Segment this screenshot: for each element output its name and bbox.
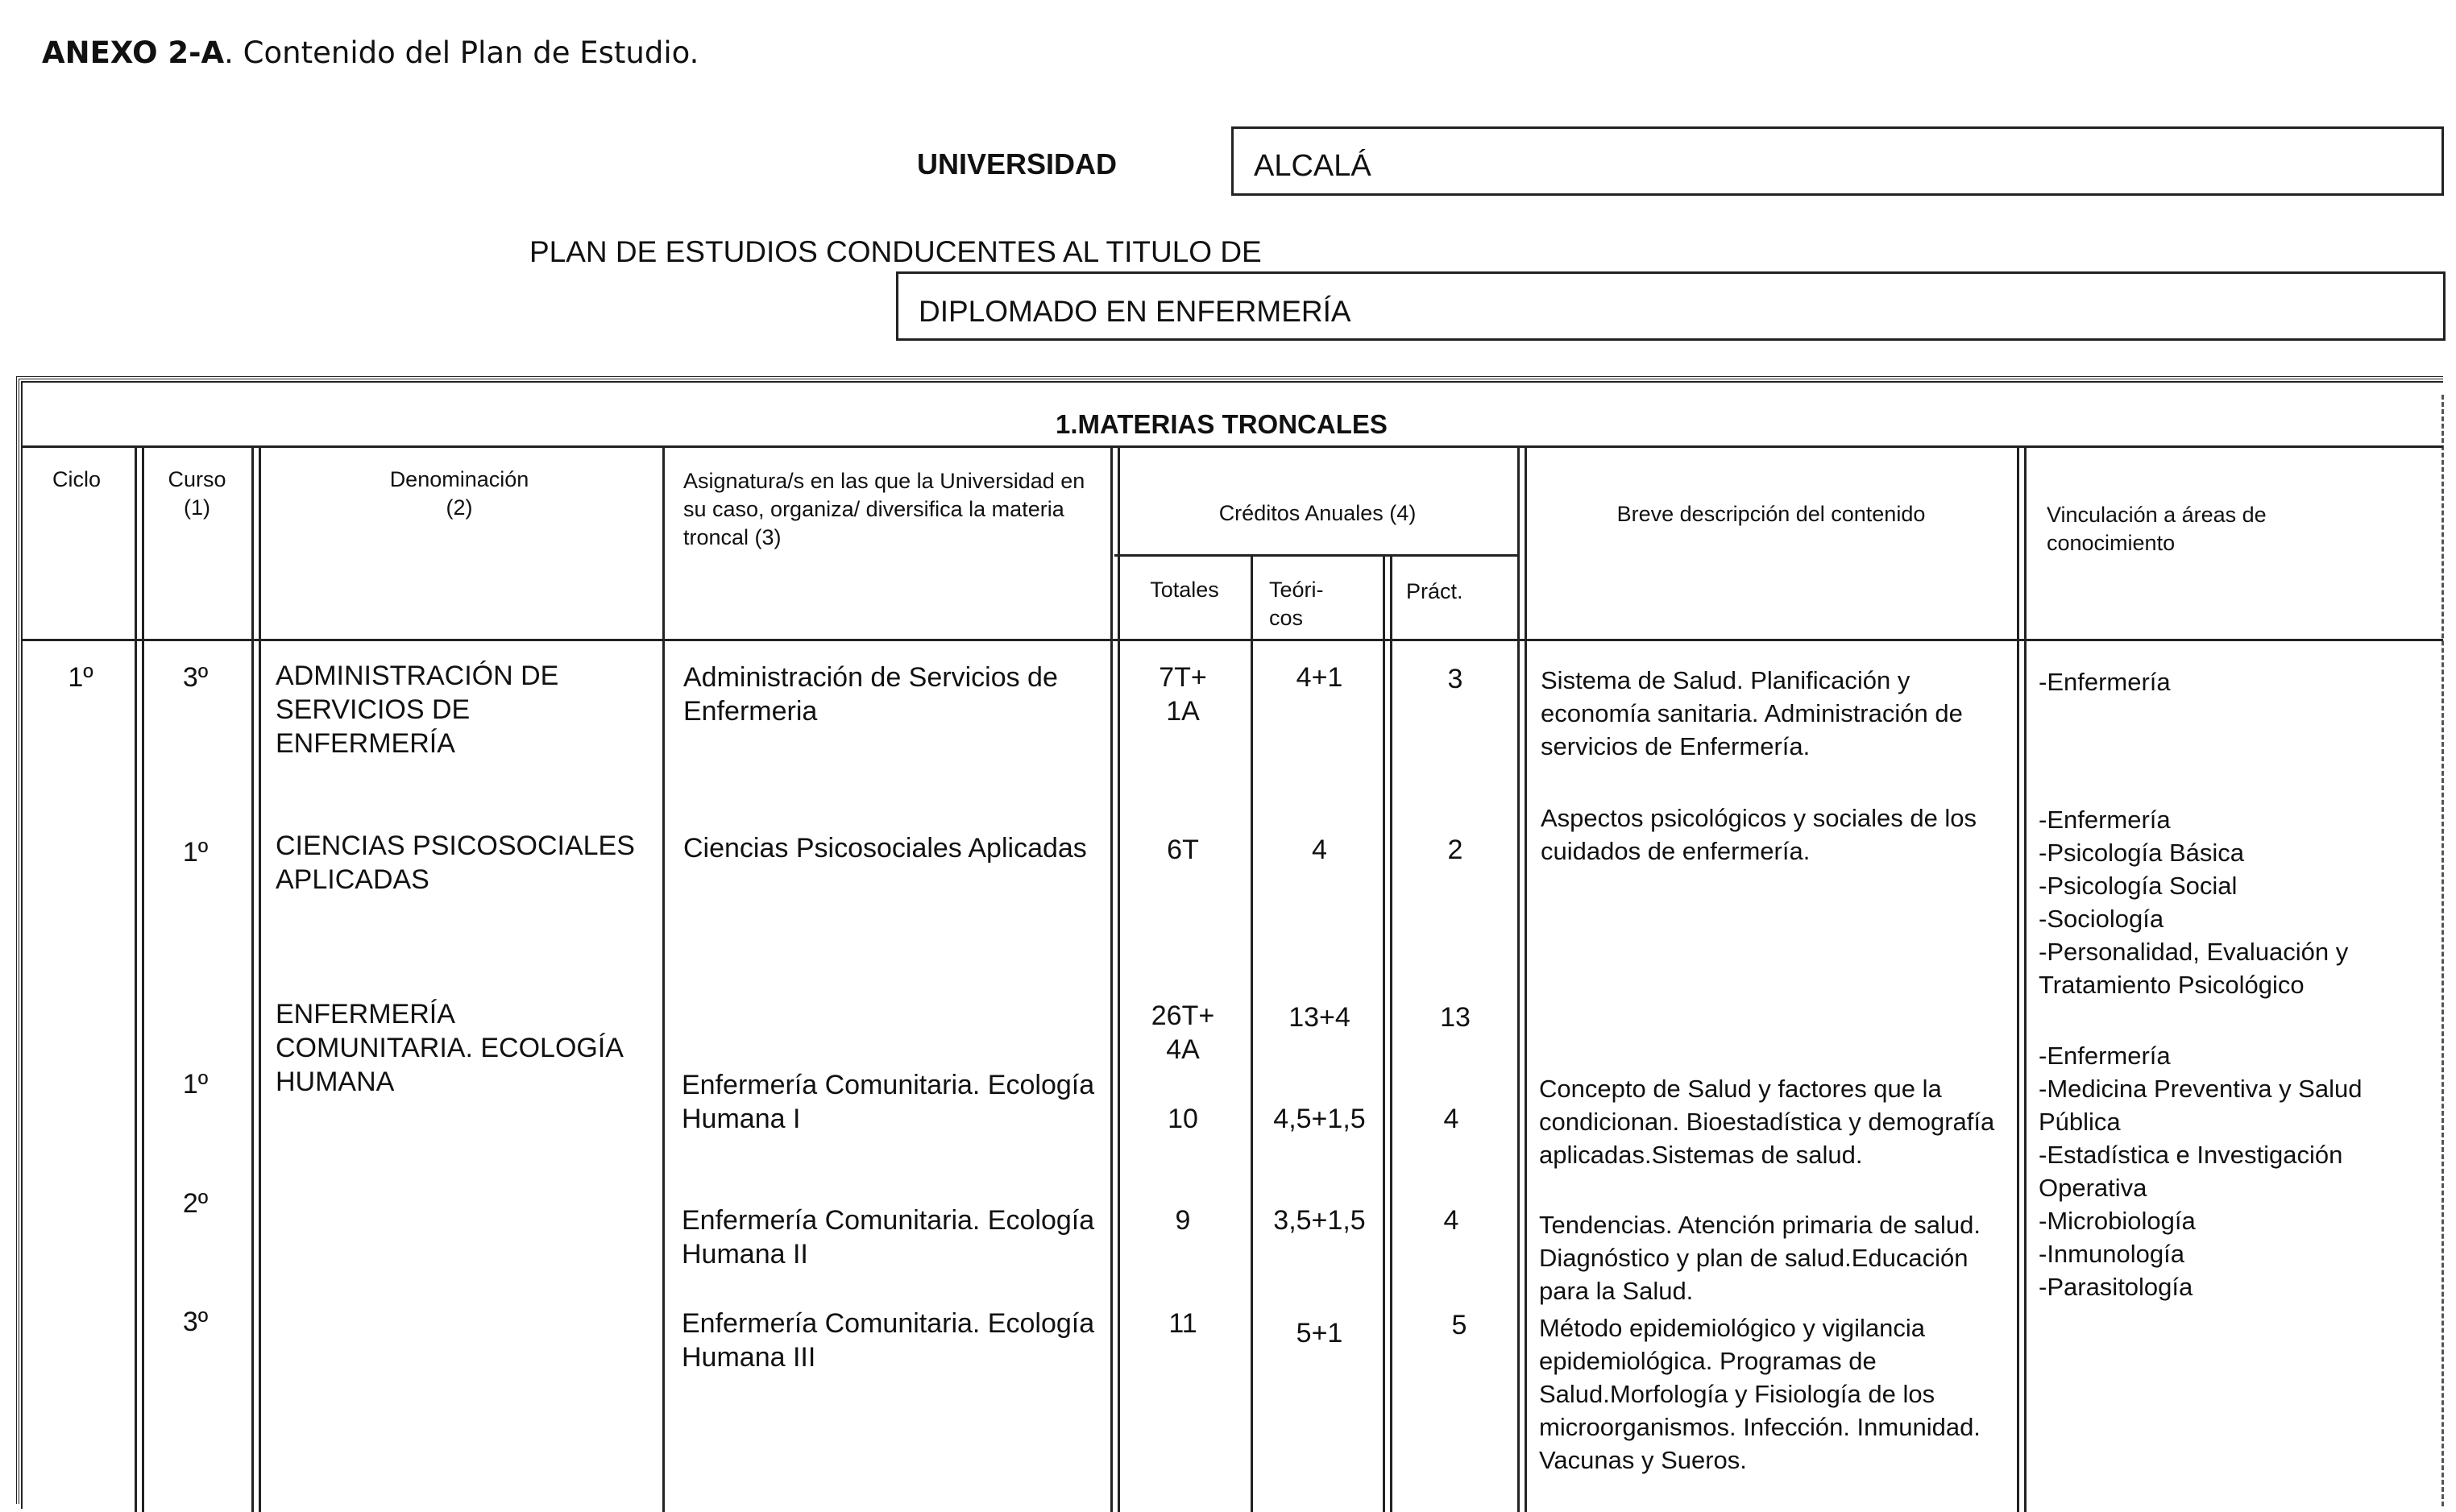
row3-totales: 26T+ 4A bbox=[1151, 1000, 1215, 1065]
col-divider-creditos bbox=[1517, 445, 1527, 1512]
row3c-descripcion: Método epidemiológico y vigilancia epidemiológica. Programas de Salud.Morfología y Fisiología de los microorganismos. Infección. Inmunidad. Vacunas y Sueros. bbox=[1539, 1314, 1981, 1474]
col-divider-totales bbox=[1251, 554, 1253, 1512]
row3b-curso: 2º bbox=[182, 1188, 209, 1219]
credits-subheader-divider bbox=[1114, 554, 1520, 557]
row3c-teoricos: 5+1 bbox=[1296, 1318, 1343, 1348]
row2-descripcion: Aspectos psicológicos y sociales de los cuidados de enfermería. bbox=[1541, 804, 1977, 865]
col-divider-denominacion bbox=[662, 445, 665, 1512]
header-creditos: Créditos Anuales (4) bbox=[1218, 501, 1417, 525]
row3b-practicos: 4 bbox=[1443, 1205, 1459, 1236]
col-divider-descripcion bbox=[2017, 445, 2027, 1512]
university-label: UNIVERSIDAD bbox=[917, 147, 1118, 180]
plan-label: PLAN DE ESTUDIOS CONDUCENTES AL TITULO DE bbox=[529, 235, 1262, 268]
header-practicos: Práct. bbox=[1406, 579, 1463, 603]
row3a-teoricos: 4,5+1,5 bbox=[1273, 1104, 1366, 1134]
row1-ciclo: 1º bbox=[68, 662, 93, 693]
row2-practicos: 2 bbox=[1447, 835, 1463, 865]
row1-teoricos: 4+1 bbox=[1296, 662, 1343, 693]
row3a-practicos: 4 bbox=[1443, 1104, 1459, 1134]
row3c-asignatura: Enfermería Comunitaria. Ecología Humana III bbox=[682, 1308, 1095, 1373]
row3b-totales: 9 bbox=[1175, 1205, 1191, 1236]
annex-text: . Contenido del Plan de Estudio. bbox=[224, 35, 699, 70]
row1-vinculacion: -Enfermería bbox=[2039, 668, 2171, 696]
university-box bbox=[1231, 126, 2444, 196]
header-asignatura: Asignatura/s en las que la Universidad en su caso, organiza/ diversifica la materia troncal (3) bbox=[683, 469, 1085, 550]
header-teoricos: Teóri- cos bbox=[1269, 578, 1324, 631]
row3-denominacion: ENFERMERÍA COMUNITARIA. ECOLOGÍA HUMANA bbox=[276, 999, 623, 1097]
row3a-totales: 10 bbox=[1168, 1104, 1198, 1134]
row2-denominacion: CIENCIAS PSICOSOCIALES APLICADAS bbox=[276, 831, 635, 895]
col-divider-asignatura bbox=[1110, 445, 1120, 1512]
row3c-practicos: 5 bbox=[1451, 1310, 1467, 1340]
row1-asignatura: Administración de Servicios de Enfermeria bbox=[683, 662, 1058, 727]
degree-title: DIPLOMADO EN ENFERMERÍA bbox=[919, 295, 1351, 328]
row1-totales: 7T+ 1A bbox=[1159, 662, 1207, 727]
row3-vinculacion: -Enfermería -Medicina Preventiva y Salud Pública -Estadística e Investigación Operativa -Microbiología -Inmunología -Parasitología bbox=[2039, 1042, 2363, 1301]
header-bottom-divider bbox=[21, 639, 2443, 641]
section-title: 1.MATERIAS TRONCALES bbox=[1056, 409, 1388, 439]
row2-totales: 6T bbox=[1167, 835, 1199, 865]
row2-curso: 1º bbox=[182, 837, 209, 868]
row3c-totales: 11 bbox=[1168, 1308, 1197, 1339]
row3a-descripcion: Concepto de Salud y factores que la condicionan. Bioestadística y demografía aplicadas.Sistemas de salud. bbox=[1539, 1075, 1995, 1169]
col-divider-ciclo bbox=[135, 445, 144, 1512]
row2-teoricos: 4 bbox=[1312, 835, 1327, 865]
row1-curso: 3º bbox=[182, 662, 209, 693]
header-ciclo: Ciclo bbox=[52, 467, 101, 491]
annex-label: ANEXO 2-A bbox=[42, 35, 225, 70]
row3b-asignatura: Enfermería Comunitaria. Ecología Humana II bbox=[682, 1205, 1095, 1270]
row2-vinculacion: -Enfermería -Psicología Básica -Psicología Social -Sociología -Personalidad, Evaluación y Tratamiento Psicológico bbox=[2039, 806, 2349, 999]
col-divider-teoricos bbox=[1383, 554, 1392, 1512]
col-divider-curso bbox=[251, 445, 261, 1512]
table-right-edge bbox=[2441, 395, 2444, 1506]
row1-practicos: 3 bbox=[1447, 664, 1463, 694]
section-divider bbox=[21, 445, 2443, 448]
header-denominacion: Denominación (2) bbox=[389, 467, 529, 520]
header-vinculacion: Vinculación a áreas de conocimiento bbox=[2047, 503, 2267, 556]
row3-practicos: 13 bbox=[1440, 1002, 1471, 1033]
row3-teoricos: 13+4 bbox=[1288, 1002, 1350, 1033]
header-totales: Totales bbox=[1150, 578, 1219, 602]
university-value: ALCALÁ bbox=[1254, 149, 1371, 183]
row3b-teoricos: 3,5+1,5 bbox=[1273, 1205, 1366, 1236]
row3b-descripcion: Tendencias. Atención primaria de salud. Diagnóstico y plan de salud.Educación para la Salud. bbox=[1539, 1211, 1981, 1305]
row3c-curso: 3º bbox=[182, 1307, 209, 1337]
annex-heading bbox=[42, 35, 699, 70]
row1-descripcion: Sistema de Salud. Planificación y economía sanitaria. Administración de servicios de Enfermería. bbox=[1541, 666, 1963, 760]
row2-asignatura: Ciencias Psicosociales Aplicadas bbox=[683, 833, 1087, 864]
header-curso: Curso (1) bbox=[168, 467, 226, 520]
row3a-curso: 1º bbox=[182, 1069, 209, 1100]
row3a-asignatura: Enfermería Comunitaria. Ecología Humana I bbox=[682, 1070, 1095, 1134]
row1-denominacion: ADMINISTRACIÓN DE SERVICIOS DE ENFERMERÍA bbox=[276, 661, 559, 759]
header-descripcion: Breve descripción del contenido bbox=[1616, 502, 1926, 526]
